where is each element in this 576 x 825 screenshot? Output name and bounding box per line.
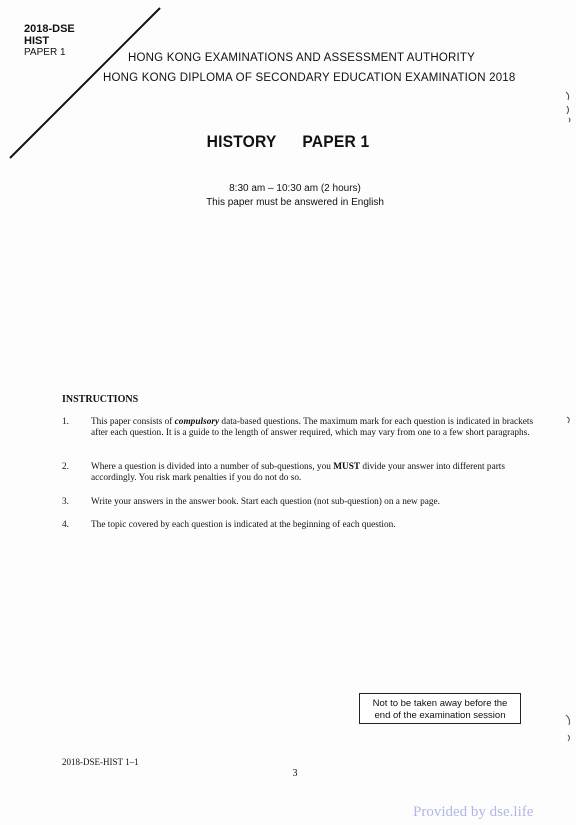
notice-line-2: end of the examination session <box>374 710 506 721</box>
exam-time: 8:30 am – 10:30 am (2 hours) <box>229 183 361 194</box>
footer-paper-code: 2018-DSE-HIST 1–1 <box>62 757 139 767</box>
instruction-number: 1. <box>62 417 69 427</box>
instruction-number: 3. <box>62 497 69 507</box>
instruction-text: This paper consists of compulsory data-based questions. The maximum mark for each question is indicated in brackets after each question. It is a guide to the length of answer required, which may vary from one to a few short paragraphs. <box>91 417 534 438</box>
page-number: 3 <box>292 768 298 779</box>
subject-title: HISTORY <box>206 132 277 151</box>
paper-code-paper: PAPER 1 <box>24 47 66 58</box>
watermark-link[interactable]: Provided by dse.life <box>413 804 534 820</box>
instruction-number: 4. <box>62 520 69 530</box>
paper-code-year: 2018-DSE <box>24 23 75 35</box>
emphasis-must: MUST <box>333 462 361 472</box>
instruction-text: Where a question is divided into a number of sub-questions, you MUST divide your answer into different parts accordingly. You risk mark penalties if you do not do so. <box>91 462 506 483</box>
emphasis-compulsory: compulsory <box>174 417 220 427</box>
instructions-heading: INSTRUCTIONS <box>62 394 139 405</box>
instruction-text: Write your answers in the answer book. Start each question (not sub-question) on a new page. <box>91 497 440 507</box>
instruction-number: 2. <box>62 462 69 472</box>
language-requirement: This paper must be answered in English <box>206 197 384 208</box>
instruction-text: The topic covered by each question is indicated at the beginning of each question. <box>91 520 396 530</box>
exam-name: HONG KONG DIPLOMA OF SECONDARY EDUCATION EXAMINATION 2018 <box>103 72 516 84</box>
paper-number-title: PAPER 1 <box>302 132 370 151</box>
paper-code-subject: HIST <box>24 35 50 47</box>
notice-line-1: Not to be taken away before the <box>372 698 508 709</box>
authority-name: HONG KONG EXAMINATIONS AND ASSESSMENT AUTHORITY <box>128 52 476 64</box>
